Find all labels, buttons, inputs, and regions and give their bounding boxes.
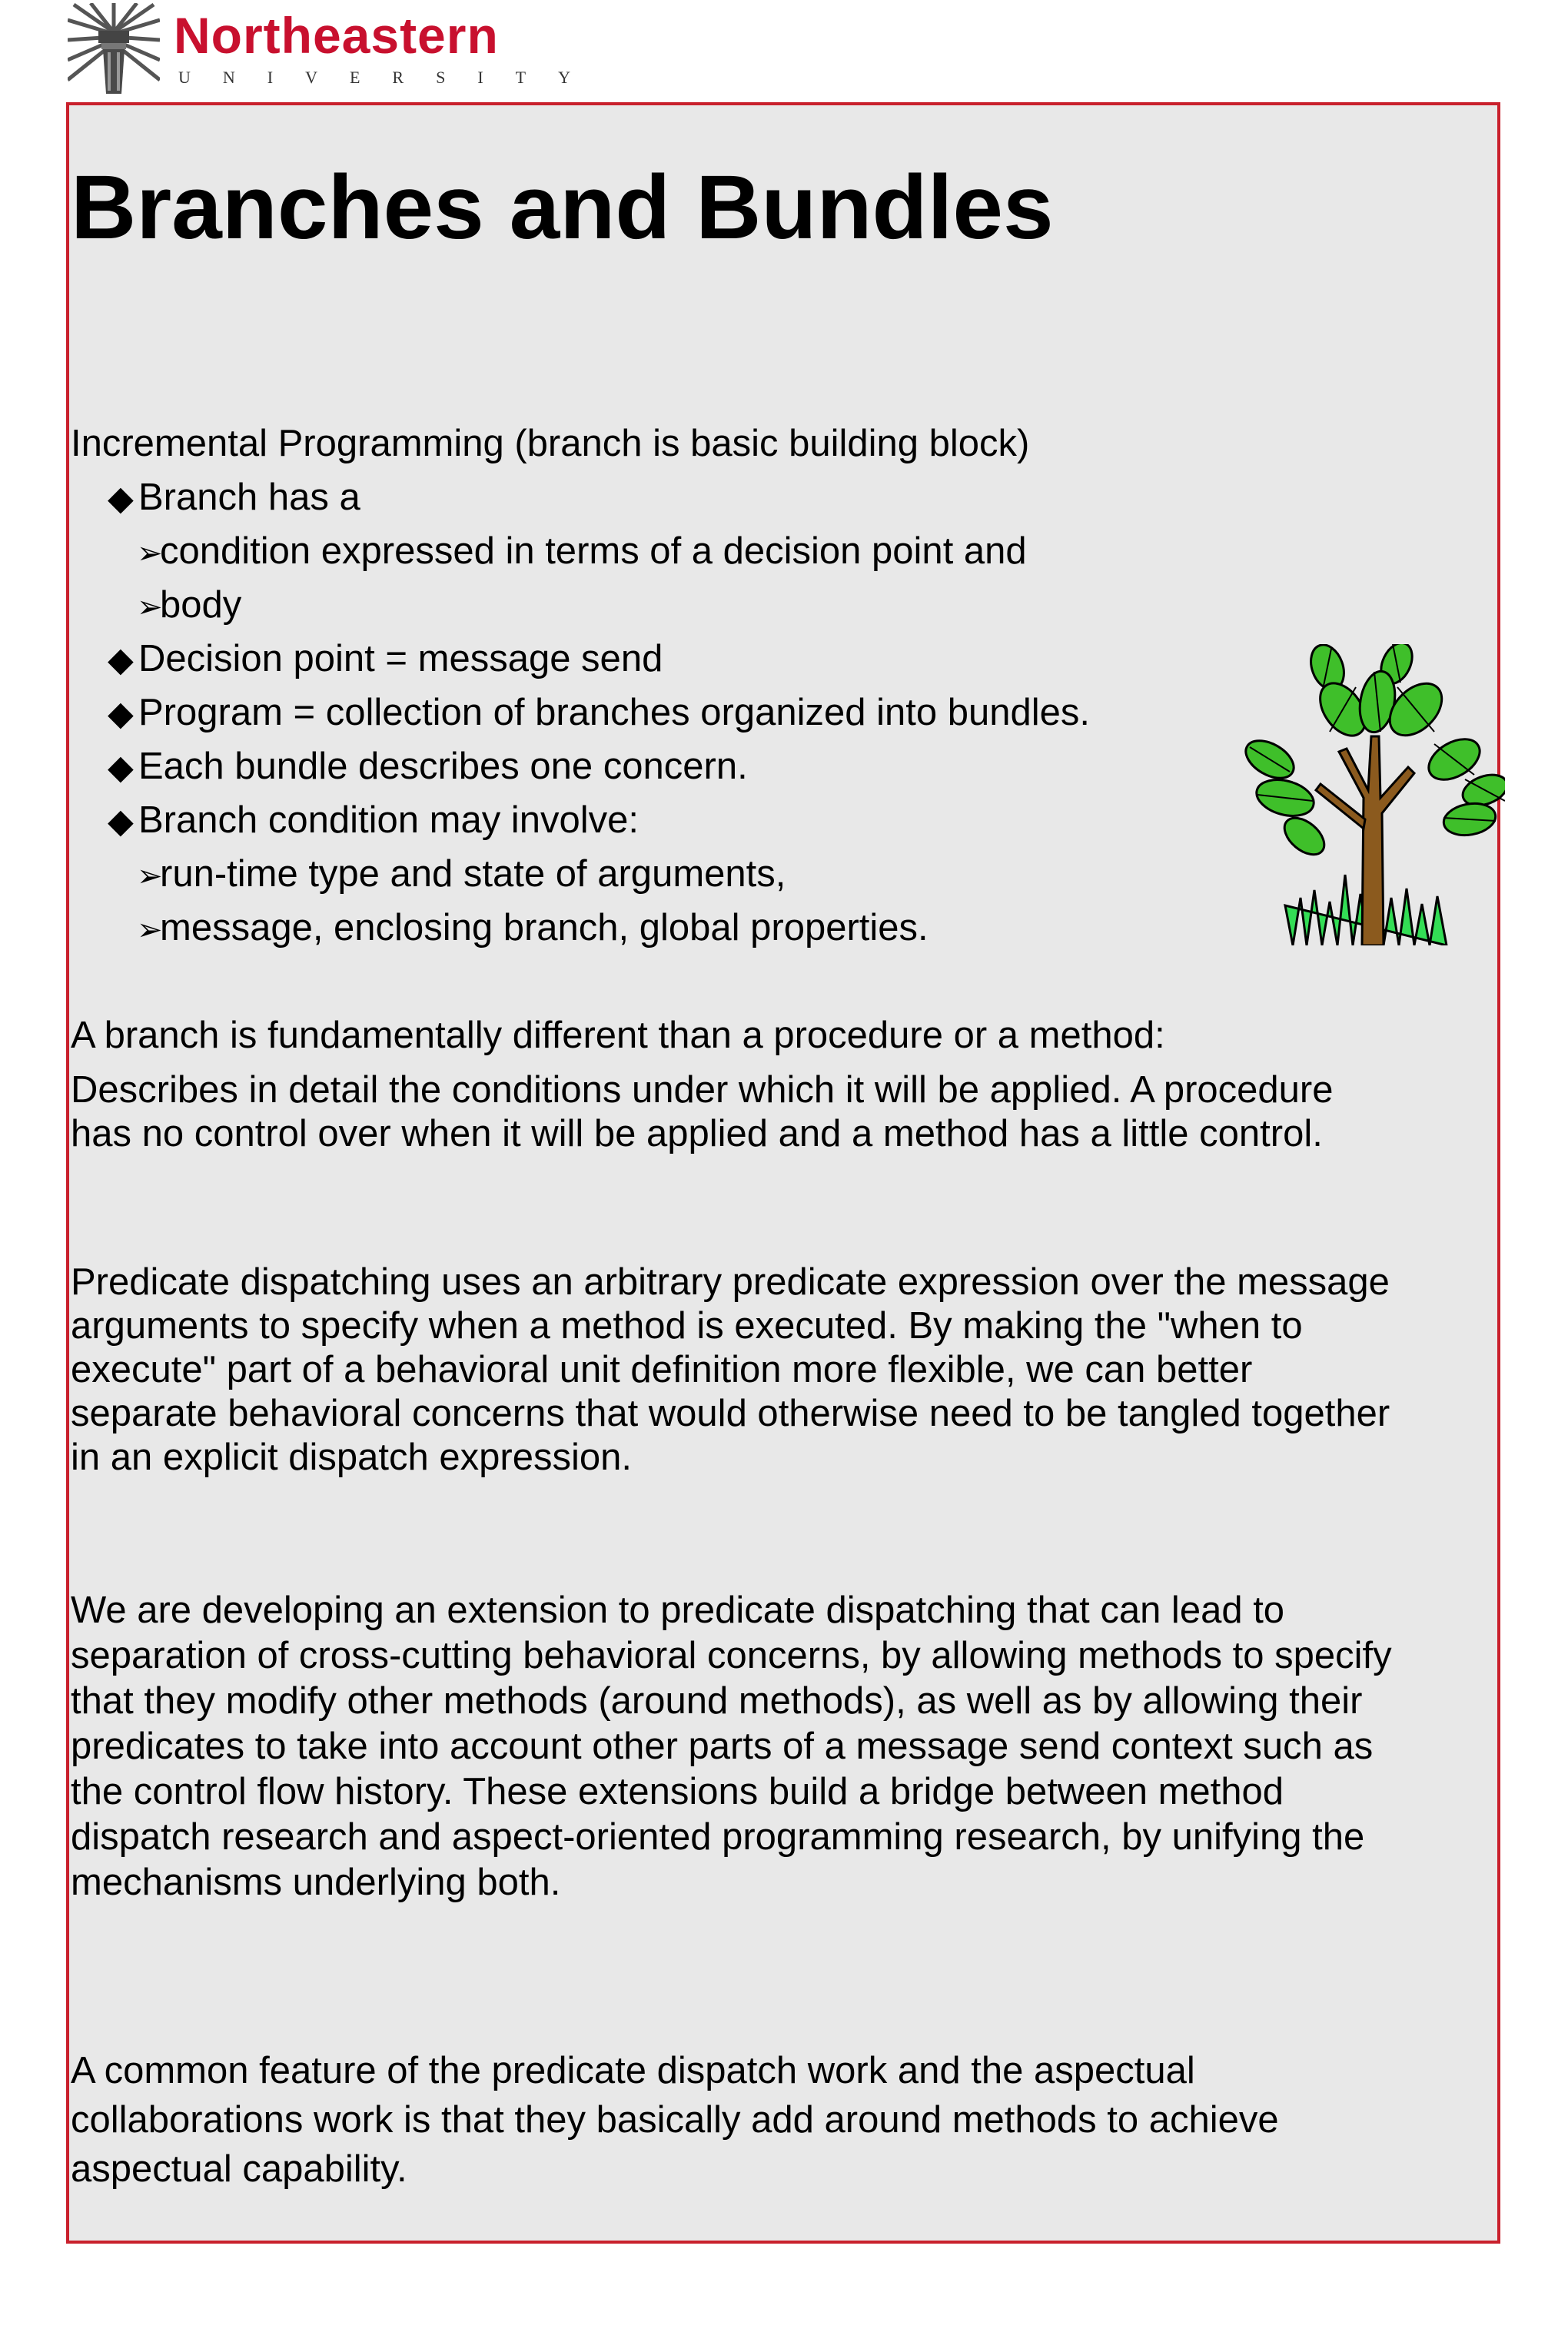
bullet-text: Branch has a [138,477,360,518]
diamond-bullet-icon: ◆ [108,480,134,517]
diamond-bullet-icon: ◆ [108,641,134,679]
paragraph: We are developing an extension to predicate dispatching that can lead to separation of cross-cutting behavioral concerns, by allowing methods to specify that they modify other methods (around methods), as well as by allowing their predicates to take into account other parts of a message send context such as the control flow history. These extensions build a bridge between method dispatch research and aspect-oriented programming research, by unifying the mechanisms underlying both. [71,1590,1392,1903]
sub-bullet-item [137,583,241,630]
paragraph: Predicate dispatching uses an arbitrary predicate expression over the message arguments to specify when a method is executed. By making the "when to execute" part of a behavioral unit definition more flexible, we can better separate behavioral concerns that would otherwise need to be tangled together in an explicit dispatch expression. [71,1261,1390,1478]
paragraph: A common feature of the predicate dispatch work and the aspectual collaborations work is that they basically add around methods to achieve aspectual capability. [71,2050,1279,2190]
bullet-text: Branch condition may involve: [138,799,639,841]
intro-line: Incremental Programming (branch is basic building block) [71,423,1030,464]
diamond-bullet-icon: ◆ [108,695,134,733]
slide-title: Branches and Bundles [71,157,1054,258]
bullet-text: Decision point = message send [138,638,663,679]
sub-bullet-text: body [160,584,242,626]
brand-name: Northeastern [174,7,499,64]
diamond-bullet-icon: ◆ [108,749,134,786]
sub-bullet-text: message, enclosing branch, global properties. [160,907,929,948]
sub-bullet-item [137,905,929,952]
torch-icon [68,3,160,95]
diamond-bullet-icon: ◆ [108,802,134,840]
tree-clipart [1239,644,1505,945]
bullet-item [108,690,1090,736]
paragraph: Describes in detail the conditions under which it will be applied. A procedure has no control over when it will be applied and a method has a little control. [71,1069,1334,1154]
sub-bullet-item [137,529,1027,576]
arrow-bullet-icon: ➢ [137,913,163,947]
paragraph-lead: A branch is fundamentally different than a procedure or a method: [71,1015,1165,1056]
arrow-bullet-icon: ➢ [137,590,163,624]
bullet-item [108,475,360,521]
bullet-item [108,798,639,844]
arrow-bullet-icon: ➢ [137,537,163,570]
sub-bullet-text: condition expressed in terms of a decision point and [160,530,1027,572]
sub-bullet-item [137,852,786,899]
bullet-item [108,744,748,790]
arrow-bullet-icon: ➢ [137,859,163,893]
bullet-item [108,636,663,683]
brand-subtitle: UNIVERSITY [178,68,603,87]
bullet-text: Each bundle describes one concern. [138,746,748,787]
bullet-text: Program = collection of branches organized into bundles. [138,692,1090,733]
sub-bullet-text: run-time type and state of arguments, [160,853,786,895]
header [68,3,603,95]
